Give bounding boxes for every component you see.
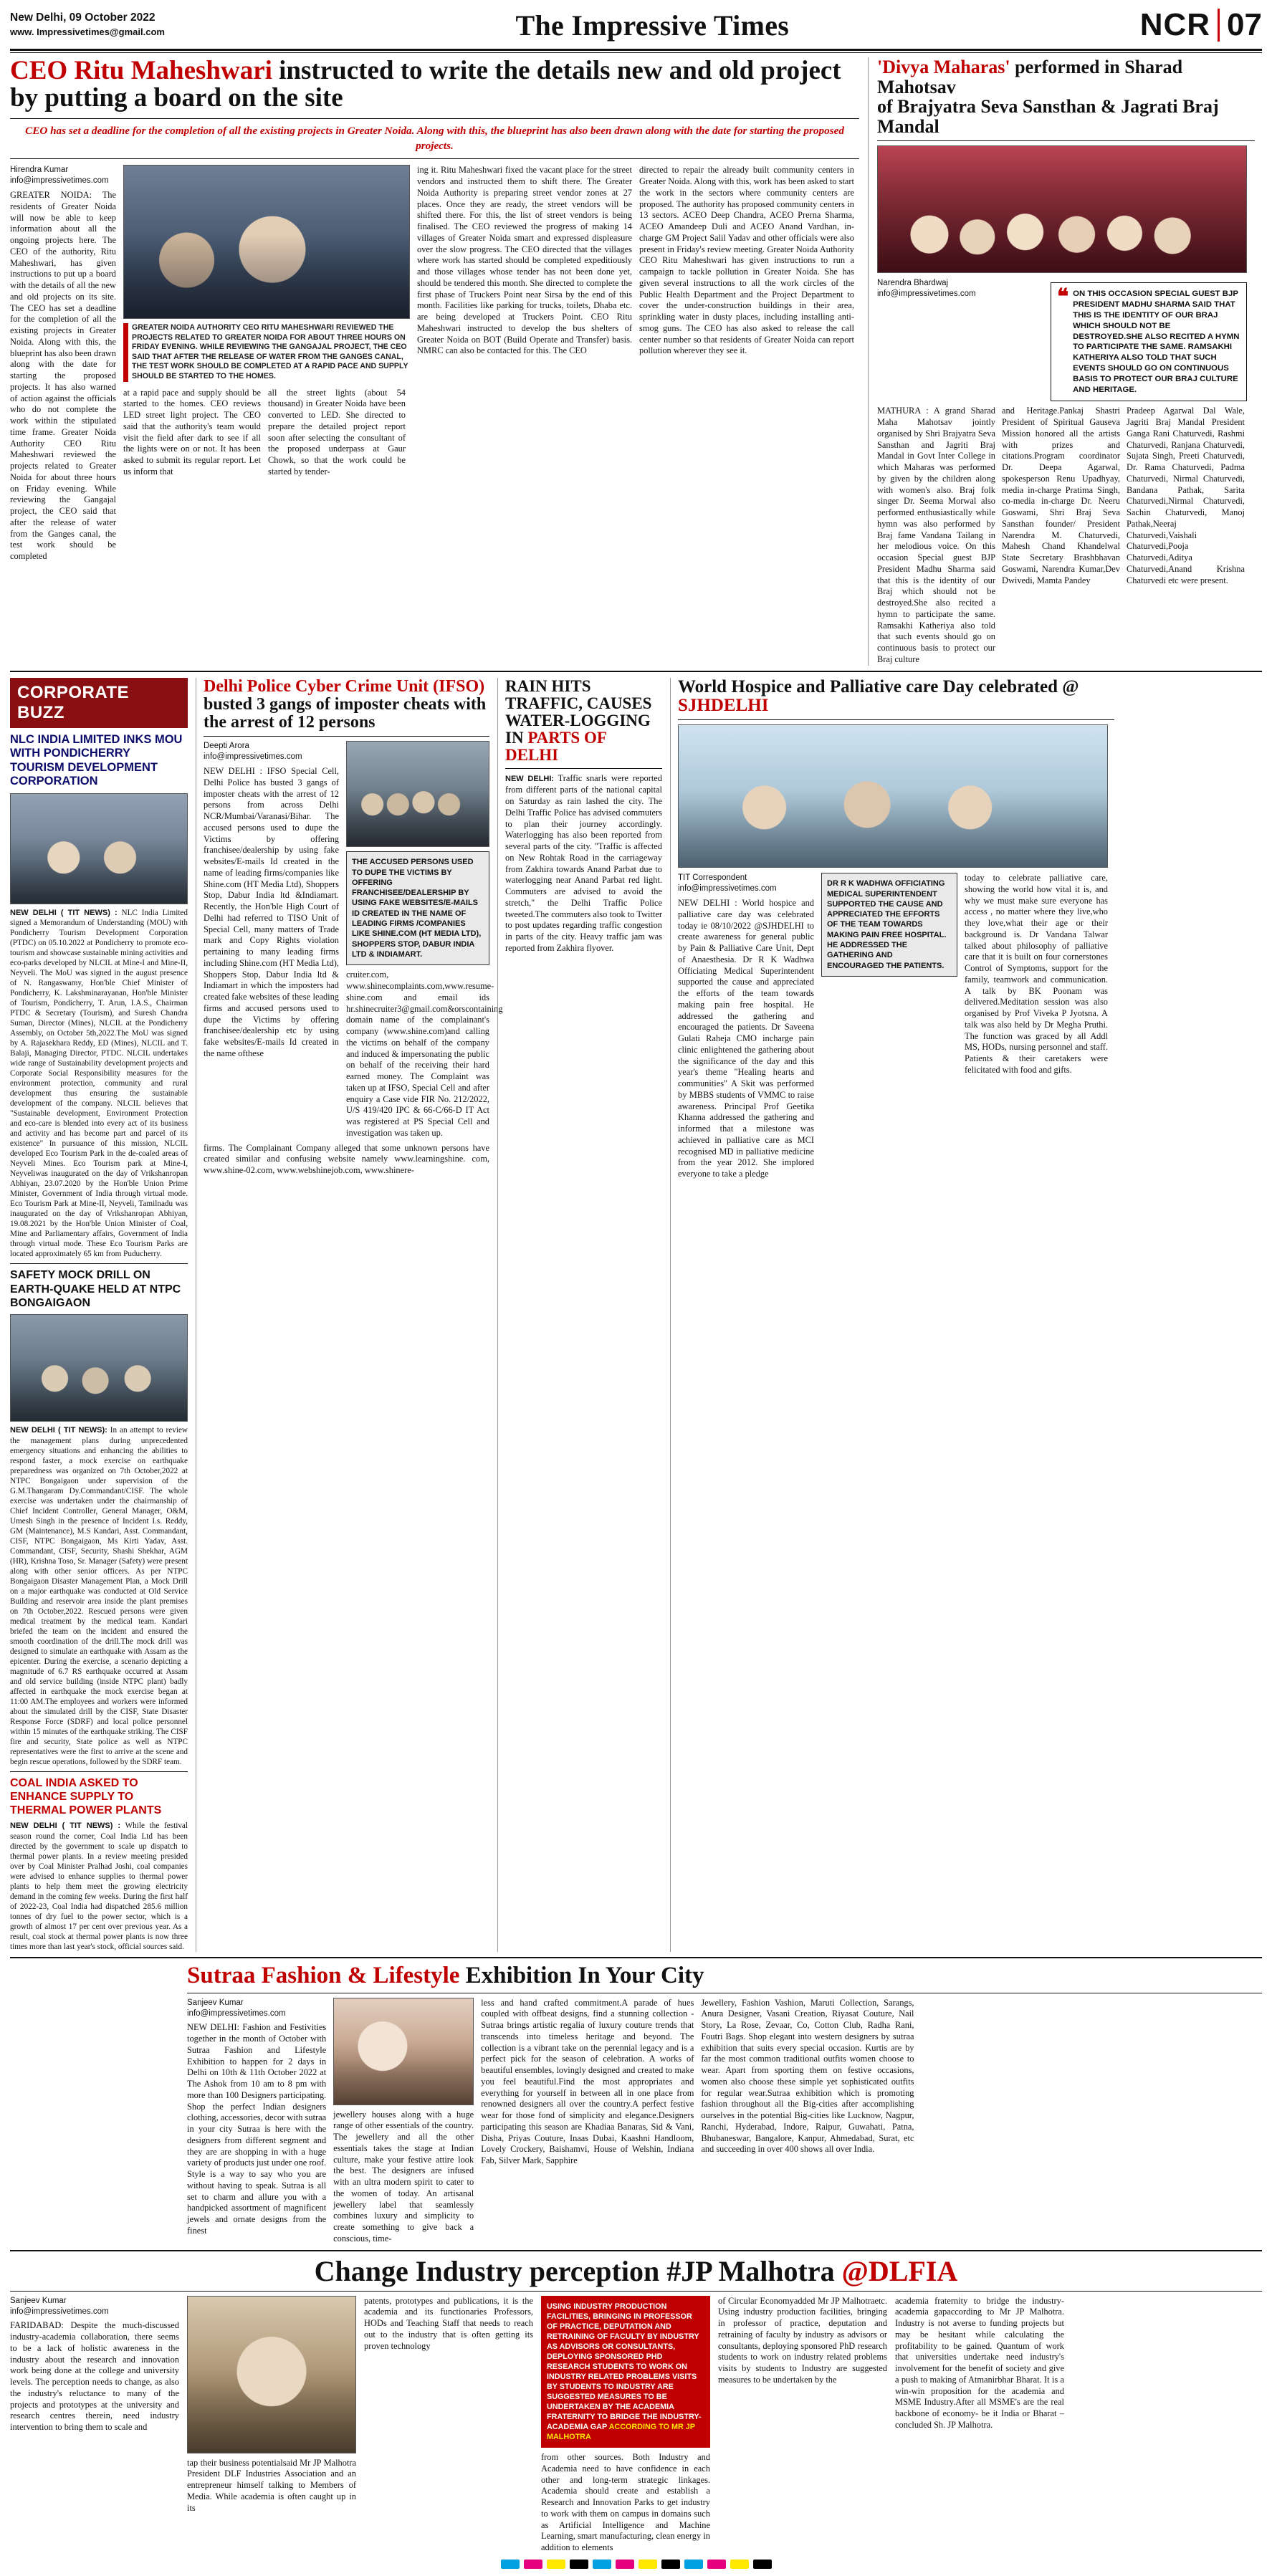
sutraa-section <box>10 1963 1262 2245</box>
jp-redbox <box>541 2296 710 2448</box>
ceo-headline <box>10 57 859 112</box>
ceo-col-2 <box>123 165 410 562</box>
ceo-photo-foreground <box>124 234 409 318</box>
ceo-col-4 <box>639 165 854 562</box>
divya-headline-rest: performed in Sharad Mahotsav <box>877 57 1183 97</box>
divya-story <box>868 57 1255 666</box>
hospice-byline <box>678 873 814 894</box>
safety-photo <box>10 1314 188 1422</box>
hospice-headline <box>678 678 1114 716</box>
rain-body <box>505 773 662 954</box>
divya-byline-email: info@impressivetimes.com <box>877 289 976 299</box>
print-color-bar <box>10 2554 1262 2576</box>
color-swatch <box>616 2560 634 2569</box>
ceo-photo <box>123 165 410 319</box>
ceo-kicker-box <box>10 118 859 159</box>
cyber-byline <box>204 741 339 762</box>
ceo-col-1 <box>10 165 116 562</box>
ceo-kicker: CEO has set a deadline for the completion of all the existing projects in Greater Noida. Along with this, the blueprint has also been drawn along with the date for starting the proposed projects. <box>25 125 844 152</box>
divya-byline-name: Narendra Bhardwaj <box>877 279 949 288</box>
divya-headline-line2: of Brajyatra Seva Sansthan & Jagrati Braj Mandal <box>877 96 1219 137</box>
nlc-body <box>10 908 188 1260</box>
cyber-byline-name: Deepti Arora <box>204 742 249 751</box>
sutraa-story <box>187 1963 1262 2245</box>
ceo-columns <box>10 165 859 562</box>
sutraa-col1: NEW DELHI: Fashion and Festivities together in the month of October with Sutraa Fashion and Lifestyle Exhibition to happen for 2 days in Delhi on 10th & 11th October 2022 at The Ashok from 10 am to 8 pm with more than 100 Designers participating. Shop the perfect Indian designers clothing, accessories, decor with sutraa in your city Sutraa is here with the designers from different segment and they are are shopping in with a huge variety of products just under one roof. Style is a way to say who you are without having to speak. Sutraa is all set to charm and allure you with a handpicked assortment of magnificent jewels and ornate designs from the finest <box>187 2022 327 2236</box>
color-swatch <box>593 2560 611 2569</box>
safety-body <box>10 1425 188 1767</box>
page-number: 07 <box>1227 7 1262 42</box>
hospice-photo <box>678 724 1108 868</box>
nlc-lead-in: NEW DELHI ( TIT NEWS) : <box>10 908 118 917</box>
sutraa-byline-name: Sanjeev Kumar <box>187 1998 244 2007</box>
divya-headline-red: 'Divya Maharas' <box>877 57 1010 77</box>
masthead-date: New Delhi, 09 October 2022 <box>10 11 156 24</box>
corp-rule-2 <box>10 1771 188 1772</box>
jp-byline-name: Sanjeev Kumar <box>10 2296 67 2305</box>
ceo-headline-red: CEO Ritu Maheshwari <box>10 56 272 85</box>
nlc-headline: NLC INDIA LIMITED INKS MOU WITH PONDICHERRY TOURISM DEVELOPMENT CORPORATION <box>10 732 183 788</box>
sutraa-headline-red: Sutraa Fashion & Lifestyle <box>187 1962 460 1988</box>
corporate-buzz-banner: CORPORATE BUZZ <box>10 678 188 728</box>
caption-accent-bar <box>123 323 128 381</box>
masthead-email: www. Impressivetimes@gmail.com <box>10 27 165 38</box>
jp-col2: tap their business potentialsaid Mr JP Malhotra President DLF Industries Association and an entrepreneur himself talking to Members of Media. While academia is often caught up in its <box>187 2457 356 2513</box>
cyber-photo-caption: THE ACCUSED PERSONS USED TO DUPE THE VICTIMS BY OFFERING FRANCHISEE/DEALERSHIP BY USING FAKE WEBSITES/E-MAILS ID CREATED IN THE NAME OF LEADING FIRMS /COMPANIES LIKE SHINE.COM (HT MEDIA LTD), SHOPPERS STOP, DABUR INDIA LTD & INDIAMART. <box>346 851 489 965</box>
color-swatch <box>707 2560 726 2569</box>
sutraa-byline-email: info@impressivetimes.com <box>187 2008 286 2018</box>
jp-redbox-text: USING INDUSTRY PRODUCTION FACILITIES, BRINGING IN PROFESSOR OF PRACTICE, DEPUTATION AND RETRAINING OF FACULTY BY INDUSTRY AS ADVISORS OR CONSULTANTS, DEPLOYING SPONSORED PHD RESEARCH STUDENTS TO WORK ON INDUSTRY RELATED PROBLEMS VISITS BY STUDENTS TO INDUSTRY ARE SUGGESTED MEASURES TO BE UNDERTAKEN BY THE ACADEMIA FRATERNITY TO BRIDGE THE INDUSTRY-ACADEMIA GAP <box>547 2302 702 2431</box>
sutraa-columns <box>187 1998 1262 2245</box>
divya-quote-text: ON THIS OCCASION SPECIAL GUEST BJP PRESIDENT MADHU SHARMA SAID THAT THIS IS THE IDENTITY OF OUR BRAJ WHICH SHOULD NOT BE DESTROYED.SHE ALSO RECITED A HYMN TO PARTICIPATE THE SAME. RAMSAKHI KATHERIYA ALSO TOLD THAT SUCH EVENTS SHOULD GO ON CONTINUOUS BASIS TO PROTECT OUR BRAJ CULTURE AND HERITAGE. <box>1073 289 1240 394</box>
divya-rule <box>877 140 1255 141</box>
hospice-headline-b: SJHDELHI <box>678 695 769 715</box>
ceo-headline-rest: instructed to write the details new and old project by putting a board on the site <box>10 56 841 113</box>
ceo-byline <box>10 165 116 186</box>
color-swatch <box>753 2560 772 2569</box>
safety-body-text: In an attempt to review the management plans during unprecedented emergency situations and enhancing the abilities to respond faster, a mock exercise on earthquake preparedness was organized on 7th October,2022 at NTPC Bongaigaon under supervision of the G.M.Thangaram Dy.Commandant/CISF. The whole exercise was undertaken under the chairmanship of Chief Incident Controller, General Manager, O&M, Umesh Singh in the presence of Incident I.s. Reddy, GM (Maintenance), M.S Kandari, Asst. Commandant, CISF, NTPC Bongaigaon, Ms Kirti Yadav, Asst. Commandant, CISF, Security, Shashi Shekhar, AGM (HR), Krishna Toso, Sr. Manager (Safety) were present along with other senior officers. As per NTPC Bongaigaon Disaster Management Plan, a Mock Drill on a major earthquake was conducted at Old Service Building and reservoir area inside the plant premises on 7th October,2022. Rescued persons were given medical treatment by the medical team. Kandari briefed the team on the incident and ensured the smooth coordination of the drill.The mock drill was designed to simulate an earthquake with Assam as the epicenter. During the exercise, a scenario depicting a magnitude of 6.7 RS earthquake occurred at Assam and old service building (inside NTPC plant) badly affected in earthquake the mock exercise began at 11:00 AM.The employees and workers were informed about the simulated drill by the CISF, State Disaster Response Force (SDRF) and local police personnel within 15 minutes of the earthquake striking. The CISF fire and security, State police as well as NTPC representatives were the first to arrive at the scene and begin rescue operations, followed by the SDRF team. <box>10 1425 188 1766</box>
safety-lead-in: NEW DELHI ( TIT NEWS): <box>10 1425 107 1435</box>
color-swatch <box>639 2560 657 2569</box>
nlc-photo <box>10 793 188 904</box>
corporate-buzz-column <box>10 678 188 1952</box>
jp-col6: academia fraternity to bridge the industry-academia gapaccording to Mr JP Malhotra. Industry is not averse to funding projects but may be hesitant while calculating the profitability to be gained. Quantum of work that universities undertake need industry's involvement for the benefit of society and give a push to making of Atmanirbhar Bharat. It is a win-win proposition for the academia and MSME Industry.After all MSME's are the real backbone of economy- be it India or Bharat – concluded Sh. JP Malhotra. <box>895 2295 1064 2430</box>
corp-rule-1 <box>10 1263 188 1264</box>
cyber-headline-red: Delhi Police Cyber Crime Unit (IFSO) <box>204 676 485 696</box>
jp-columns <box>10 2296 1262 2554</box>
newspaper-title: The Impressive Times <box>515 9 790 42</box>
sutraa-headline <box>187 1963 1262 1988</box>
sutraa-photo <box>333 1998 474 2105</box>
sutraa-headline-rest: Exhibition In Your City <box>465 1962 704 1988</box>
coal-body <box>10 1821 188 1952</box>
jp-byline <box>10 2296 179 2317</box>
jp-rule <box>10 2291 1262 2292</box>
rain-story <box>497 678 662 1952</box>
ceo-byline-name: Hirendra Kumar <box>10 166 69 175</box>
ceo-col1-text: GREATER NOIDA: The residents of Greater Noida will now be able to keep information about all the ongoing projects here. The CEO of the authority, Ritu Maheshwari, has given instructions to put up a board with the details of all the new and old projects on its site. The CEO has set a deadline for the completion of all the existing projects in Greater Noida. Along with this, the blueprint has also been drawn along with the date for starting the proposed projects. It has also warned of action against the officials who do not complete the work within the stipulated time frame. Greater Noida Authority CEO Ritu Maheshwari reviewed the projects related to Greater Noida for about three hours on Friday evening. While reviewing the Gangajal project, the CEO said that after the release of water from the Ganges canal, the test work should be completed <box>10 190 116 562</box>
masthead <box>10 7 1262 47</box>
rain-body-text: Traffic snarls were reported from different parts of the national capital on Saturday as rain lashed the city. The Delhi Traffic Police has advised commuters to plan their journey accordingly. Waterlogging has also been reported from several parts of the city. "Traffic is affected on New Rohtak Road in the carriageway from Zakhira towards Anand Parbat due to waterlogging near Anand Parbat red light. Commuters are advised to avoid the stretch," the Delhi Traffic Police tweeted.The commuters also took to Twitter to post updates regarding traffic congestion in parts of the city. Heavy traffic jam was reported from Zakhira flyover. <box>505 773 662 953</box>
coal-lead-in: NEW DELHI ( TIT NEWS) : <box>10 1821 121 1831</box>
jp-headline-a: Change Industry perception #JP Malhotra <box>314 2254 835 2287</box>
cyber-photo <box>346 741 489 847</box>
ceo-col2b-text: all the street lights (about 54 thousand) in Greater Noida have been converted to LED. She directed to prepare the detailed project report soon after selecting the consultant of the proposed underpass at Gaur Chowk, so that the work could be started by tender- <box>268 387 406 477</box>
color-swatch <box>570 2560 588 2569</box>
rain-lead-in: NEW DELHI: <box>505 775 555 784</box>
ceo-story <box>10 57 859 666</box>
nlc-body-text: NLC India Limited signed a Memorandum of Understanding (MOU) with Pondicherry Tourism Development Corporation (PTDC) on 05.10.2022 at Pondicherry to promote eco-tourism and showcase sustainable mining activities and eco-parks developed by NLCIL at Mine-I and Mine-II, Neyveli. The MoU was signed in the august presence of N. Rangaswamy, Hon'ble Chief Minister of Pondicherry, K. Lakshminarayanan, Hon'ble Minister of Tourism, Pondicherry, T. Arun, I.A.S., Chairman PTDC & Secretary (Tourism), and Suresh Chandra Suman, Director (Mines), NLCIL at the Pondicherry Assembly, on October 5th,2022.The MoU was signed by A. Rajasekhara Reddy, ED (Mines), NLCIL and T. Balaji, Managing Director, PTDC. NLCIL undertakes wide range of Sustainability development projects and Corporate Social Responsibility measures for the environment protection, community and rural development thus ensuring the sustainable development of the company. NLCIL believes that "Sustainable development, Environment Protection and eco-care is blended into every act of its business and activity and has become part and parcel of its existence" In pursuance of this mission, NLCIL developed Eco Tourism Park in the de-coaled areas of Neyveli Mines. Eco Tourism park at Mine-I, Neyveliwas inaugurated on the day of Vrikshanropan Abhiyan, 23.07.2020 by the Hon'ble Union Prime Minister, Government of India through virtual mode. Eco Tourism Park at Mine-II, Neyveli, Tamilnadu was inaugurated on the day of Vrikshanropan Abhiyan, 19.08.2021 by the Hon'ble Union Minister of Coal, Mine and Parliamentary affairs, Government of India through virtual mode. These Eco Tourism Parks are located approximately 65 km from Puducherry. <box>10 908 188 1259</box>
sutraa-right-spacer <box>922 1998 1262 2245</box>
hospice-quote: DR R K WADHWA OFFICIATING MEDICAL SUPERINTENDENT SUPPORTED THE CAUSE AND APPRECIATED THE EFFORTS OF THE TEAM TOWARDS MAKING PAIN FREE HOSPITAL. HE ADDRESSED THE GATHERING AND ENCOURAGED THE PATIENTS. <box>821 873 957 977</box>
hospice-byline-email: info@impressivetimes.com <box>678 884 777 894</box>
coal-body-text: While the festival season round the corner, Coal India Ltd has been directed by the government to scale up dispatch to thermal power plants. In a review meeting presided over by Coal Minister Pralhad Joshi, coal companies were advised to enhance supplies to thermal power plants to help them meet the growing electricity demand in the coming few weeks. During the first half of 2022-23, Coal India had dispatched 285.6 million tonnes of dry fuel to the power sector, which is a growth of almost 17 per cent over previous year. As a result, coal stock at thermal power plants is now three times more than last year's stock, official sources said. <box>10 1821 188 1951</box>
ceo-photo-caption-wrap <box>123 323 410 381</box>
ceo-col3-text: ing it. Ritu Maheshwari fixed the vacant place for the street vendors and instructed them to shift there. The Greater Noida Authority is preparing street vendor zones at 27 places. Once they are ready, the street vendors will be shifted there. For this, the list of street vendors is being finalised. The CEO reviewed the progress of making 14 villages of Greater Noida smart and expressed displeasure over the slow progress. The CEO directed that the villages where work has started should be completed expeditiously and those villages whose tender has not been done yet, should be tendered this month. She directed to complete the first phase of Truckers Point near Sirsa by the end of this month. Facilities like parking for trucks, toilets, Dhaba etc. are being developed at Truckers Point. CEO Ritu Maheshwari instructed to develop the bus shelters of Greater Noida on BOT (Build Operate and Transfer) basis. NMRC can also be contacted for this. The CEO <box>417 165 632 356</box>
color-swatch <box>501 2560 520 2569</box>
divya-photo <box>877 145 1247 273</box>
divya-quote-box <box>1051 282 1247 401</box>
divya-byline <box>877 278 1043 300</box>
jp-redbox-note: ACCORDING TO MR JP MALHOTRA <box>547 2422 695 2442</box>
masthead-right <box>1140 7 1262 43</box>
rain-headline <box>505 678 662 765</box>
cyber-byline-email: info@impressivetimes.com <box>204 752 302 762</box>
masthead-rule-2 <box>10 52 1262 53</box>
cyber-headline-rest: busted 3 gangs of imposter cheats with the arrest of 12 persons <box>204 694 487 732</box>
safety-headline: SAFETY MOCK DRILL ON EARTH-QUAKE HELD AT NTPC BONGAIGAON <box>10 1269 181 1309</box>
sutraa-col3: less and hand crafted commitment.A parade of hues coupled with offbeat designs, find a stunning collection - Sutraa brings artistic regalia of luxury couture trends that transcends into timeless heritage and beyond. The collection is a vibrant take on the perennial legacy and is a perfect pick for the season of celebration. A works of beautiful ensembles, lovingly designed and created to make you feel beautiful.Find the most appropriates and everything for yourself in between all in one place from renowned designers all over the country.A perfect festive wear for those fond of simplicity and elegance.Designers participating this season are Khadiaa Banaras, Sid & Vani, Disha, Priyas Couture, Inaas Dubai, Kaashni Handloom, Lovely Crockery, Baishamvi, House of Welshin, Indiana Fab, Silver Mark, Sapphire <box>481 1997 694 2166</box>
divya-col1: MATHURA : A grand Sharad Maha Mahotsav jointly organised by Shri Brajyatra Seva Sansthan and Jagriti Braj Mandal in Govt Inter College in which Maharas was performed by given by the children along with women's also. Braj folk singer Dr. Seema Morwal also performed enthusiastically while hymn was also performed by Braj fame Vandana Tailang in her melodious voice. On this occasion Special guest BJP President Madhu Sharma said that this is the identity of our Braj which should not be destroyed.She also recited a hymn to participate the same. Ramsakhi Katheriya also told that such events should go on continuous basis to protect our Braj culture <box>877 406 995 664</box>
divya-col2: and Heritage.Pankaj Shastri President of Spiritual Gauseva Mission honored all the artists with prizes and citations.Program coordinator Dr. Deepa Agarwal, spokesperson Renu Upadhyay, media in-charge Pratima Singh, co-media in-charge Dr. Neeru Goswami, Shri Braj Seva Sansthan founder/ President Narendra M. Chaturvedi, Mahesh Chand Khandelwal State Secretary Brashbhavan Goswami, Narendra Kumar,Dev Dwivedi, Mamta Pandey <box>1002 406 1120 585</box>
section-two <box>10 678 1262 1952</box>
jp-col1: FARIDABAD: Despite the much-discussed industry-academia collaboration, there seems to be a lack of holistic awareness in the industry about the research and innovation work being done at the college and university levels. The perception needs to change, as also the industry's reluctance to many of the projects and prototypes at the university and research centres therein, need industry intervention to bring them to scale and <box>10 2320 179 2433</box>
ceo-col4-text: directed to repair the already built community centers in Greater Noida. Along with this, work has been asked to start the work in the sectors where community centers are proposed. The authority has proposed community centers in 13 sectors. ACEO Deep Chandra, ACEO Prerna Sharma, ACEO Amandeep Duli and ACEO Anand Vardhan, in-charge GM Project Salil Yadav and other officials were also present in Friday's review meeting. Greater Noida Authority CEO Ritu Maheshwari has given instructions to run a campaign to tackle pollution in Greater Noida. She has given several instructions to all the work circles of the Public Health Department and the Project Department to cover the under-construction buildings in their area, sprinkling water in dusty places, including installing anti-smog guns. The CEO has also asked to release the call center number so that residents of Greater Noida can report pollution wherever they see it. <box>639 165 854 356</box>
color-swatch <box>730 2560 749 2569</box>
hospice-col1: NEW DELHI : World hospice and palliative care day was celebrated today ie 08/10/2022 @SJHDELHI to create awareness for general public by Pain & Palliative Care Unit, Dept of Anaesthesia. Dr R K Wadhwa Officiating Medical Superintendent supported the cause and appreciated the efforts of the team towards making pain free hospital. He addressed the gathering and encouraged the patients. Dr Saveena Gulati Raheja CMO incharge pain clinic enlightened the gathering about the significance of the day and this year's theme "Healing hearts and communities" A Skit was performed by MBBS students of VMMC to raise awareness. Principal Prof Geetika Khanna addressed the gathering and informed that a milestone was achieved in palliative care as MCI recognised MD in palliative medicine from the year 2012. She implored everyone to take a pledge <box>678 898 814 1179</box>
ceo-col2a-text: at a rapid pace and supply should be started to the homes. CEO reviews LED street light project. The CEO said that the authority's team would visit the field after dark to see if all the lights were on or not. It has been asked to submit its regular report. Let us inform that <box>123 387 261 477</box>
color-swatch <box>524 2560 542 2569</box>
masthead-rule <box>10 49 1262 51</box>
cyber-col1: NEW DELHI : IFSO Special Cell, Delhi Police has busted 3 gangs of imposter cheats with the arrest of 12 persons from across Delhi NCR/Mumbai/Varanasi/Bihar. The accused persons used to dupe the Victims by offering franchisee/dealership by using fake websites/E-mails Id created in the name of leading firms/companies like Shine.com (HT Media Ltd), Shoppers Stop, Dabur India ltd &Indiamart. Recently, the Hon'ble High Court of Delhi had referred to TISO Unit of Special Cell, many matters of Trade mark and Copy Rights violation pertaining to many leading firms including Shine.com (HT Media Ltd), Shoppers Stop, Dabur India ltd & Indiamart in which the imposters had created fake websites of these leading firms and accused persons used to dupe the Victims by offering franchisee/dealership etc by using fake websites/E-mails Id created in the name ofthese <box>204 766 339 1058</box>
jp-headline <box>10 2256 1262 2287</box>
ceo-photo-caption: GREATER NOIDA AUTHORITY CEO RITU MAHESHWARI REVIEWED THE PROJECTS RELATED TO GREATER NOIDA FOR ABOUT THREE HOURS ON FRIDAY EVENING. WHILE REVIEWING THE GANGAJAL PROJECT, THE CEO SAID THAT AFTER THE RELEASE OF WATER FROM THE GANGES CANAL, THE TEST WORK SHOULD BE COMPLETED AT A RAPID PACE AND SUPPLY SHOULD BE STARTED TO THE HOMES. <box>132 323 408 380</box>
hospice-story <box>670 678 1114 1952</box>
cyber-headline <box>204 678 489 732</box>
masthead-divider <box>1218 9 1220 42</box>
hospice-col2: today to celebrate palliative care, showing the world how vital it is, and why we must make sure everyone has access , no matter where they live,who they love,what their age or their background is. Dr Vandana Talwar talked about philosophy of palliative care that it is built on four cornerstones Control of Symptoms, support for the family, teamwork and communication. A talk by BK Poonam was delivered.Meditation session was also organised by Prof Viveka P Jyotsna. A talk was also held by Dr Megha Pruthi. The function was graced by all Addl MS, HODs, nursing personnel and staff. Patients & their caretakers were felicitated with food and gifts. <box>965 873 1108 1075</box>
hospice-headline-a: World Hospice and Palliative care Day celebrated @ <box>678 676 1079 696</box>
section-rule-2 <box>10 1957 1262 1958</box>
masthead-left <box>10 7 165 39</box>
rain-headline-text: RAIN HITS TRAFFIC, CAUSES WATER-LOGGING IN <box>505 676 652 747</box>
edition-label: NCR <box>1139 7 1211 42</box>
jp-col5: of Circular Economyadded Mr JP Malhotraetc. Using industry production facilities, bringing in professor of practice, deputation and retraining of faculty by industry as advisors or consultants, deploying sponsored PhD research students to work on industry related problems visits by students to Industry are suggested measures to be undertaken by the <box>718 2295 887 2385</box>
cyber-rule <box>204 736 489 737</box>
jp-byline-email: info@impressivetimes.com <box>10 2307 109 2316</box>
section-rule-1 <box>10 671 1262 672</box>
quote-icon: ❝ <box>1057 285 1069 310</box>
ceo-byline-email: info@impressivetimes.com <box>10 176 109 186</box>
cyber-col2-bottom: firms. The Complainant Company alleged that some unknown persons have created similar and confusing website namely www.learningshine. com, www.shine-02.com, www.webshinejob.com, www.shinere- <box>204 1142 489 1175</box>
sutraa-col2: jewellery houses along with a huge range of other essentials of the country. The jewellery and all the other essentials takes the stage at Indian culture, make your festive attire look the best. The designers are infused with an ultra modern spirit to cater to the women of today. An artisanal jewellery label that seamlessly combines luxury and simplicity to create something to give back a conscious, time- <box>333 2109 474 2244</box>
jp-col3: patents, prototypes and publications, it is the academia and its functionaries Professors, HODs and Teaching Staff that needs to reach out to the industry that is often getting its proven technology <box>364 2295 533 2351</box>
divya-headline <box>877 57 1255 136</box>
hospice-byline-name: TIT Correspondent <box>678 873 747 883</box>
hospice-rule <box>678 719 1114 720</box>
color-swatch <box>547 2560 565 2569</box>
color-swatch <box>684 2560 703 2569</box>
cyber-story <box>196 676 503 1952</box>
jp-col4: from other sources. Both Industry and Academia need to have confidence in each other and long-term strategic linkages. Academia should create and establish a Research and Innovation Parks to get industry to work with them on campus in domains such as Artificial Intelligence and Machine Learning, smart manufacturing, clean energy in addition to elements <box>541 2452 710 2553</box>
cyber-col2-top: cruiter.com, www.shinecomplaints.com,www.resume-shine.com and email ids hr.shinecruiter3@gmail.com&orscontaining domain name of the complainant's company (www.shine.com)and calling the victims on behalf of the company and induced & impersonating the public on behalf of the receiving their hard earned money. The Complaint was taken up at IFSO, Special Cell and after enquiry a Case vide FIR No. 212/2022, U/S 419/420 IPC & 66-C/66-D IT Act was registered at PS Special Cell and investigation was taken up. <box>346 969 503 1138</box>
sutraa-byline <box>187 1998 326 2019</box>
sutraa-spacer <box>10 1963 179 2245</box>
jp-headline-b: @DLFIA <box>841 2254 958 2287</box>
rain-headline-red: PARTS OF DELHI <box>505 729 607 765</box>
coal-headline-text: COAL INDIA ASKED TO ENHANCE SUPPLY TO THERMAL POWER PLANTS <box>10 1776 162 1817</box>
section-rule-3 <box>10 2250 1262 2251</box>
coal-headline <box>10 1776 188 1818</box>
divya-col3: Pradeep Agarwal Dal Wale, Jagriti Braj Mandal President Ganga Rani Chaturvedi, Rashmi Chaturvedi, Ranjana Chaturvedi, Sujata Singh, Preeti Chaturvedi, Dr. Rama Chaturvedi, Padma Chaturvedi, Nirmal Chaturvedi, Bandana Pathak, Sarita Chaturvedi,Nirmal Chaturvedi, Sachin Chaturvedi, Manoj Pathak,Neeraj Chaturvedi,Vaishali Chaturvedi,Pooja Chaturvedi,Aditya Chaturvedi,Anand Krishna Chaturvedi etc were present. <box>1127 406 1245 585</box>
jp-section <box>10 2256 1262 2554</box>
ceo-col-3 <box>417 165 632 562</box>
sutraa-col4: Jewellery, Fashion Vashion, Maruti Collection, Sarangs, Anura Designer, Vasani Creation, Riyasat Couture, Nail Story, La Rose, Zevaar, Co, Cotton Club, Radha Rani, Foutri Bags. Shop elegant into western designers by sutraa exhibition that suits every special occasion. Kurtis are by far the most common traditional outfits women choose to wear. Apart from sporting them on festive occasions, women also choose these simple yet sophisticated outfits for regular wear.Sutraa exhibition which is promoting fashion throughout all the Big-cities after accomplishing ourselves in the potential Big-cities like Lucknow, Nagpur, Ranchi, Hyderabad, Indore, Raipur, Guwahati, Patna, Bhubaneswar, Bangalore, Kanpur, Ahmedabad, Surat, etc and succeeding in over 400 shows all over India. <box>701 1997 914 2155</box>
rain-rule <box>505 768 662 769</box>
jp-photo <box>187 2296 356 2453</box>
lead-section <box>10 57 1262 666</box>
color-swatch <box>661 2560 680 2569</box>
